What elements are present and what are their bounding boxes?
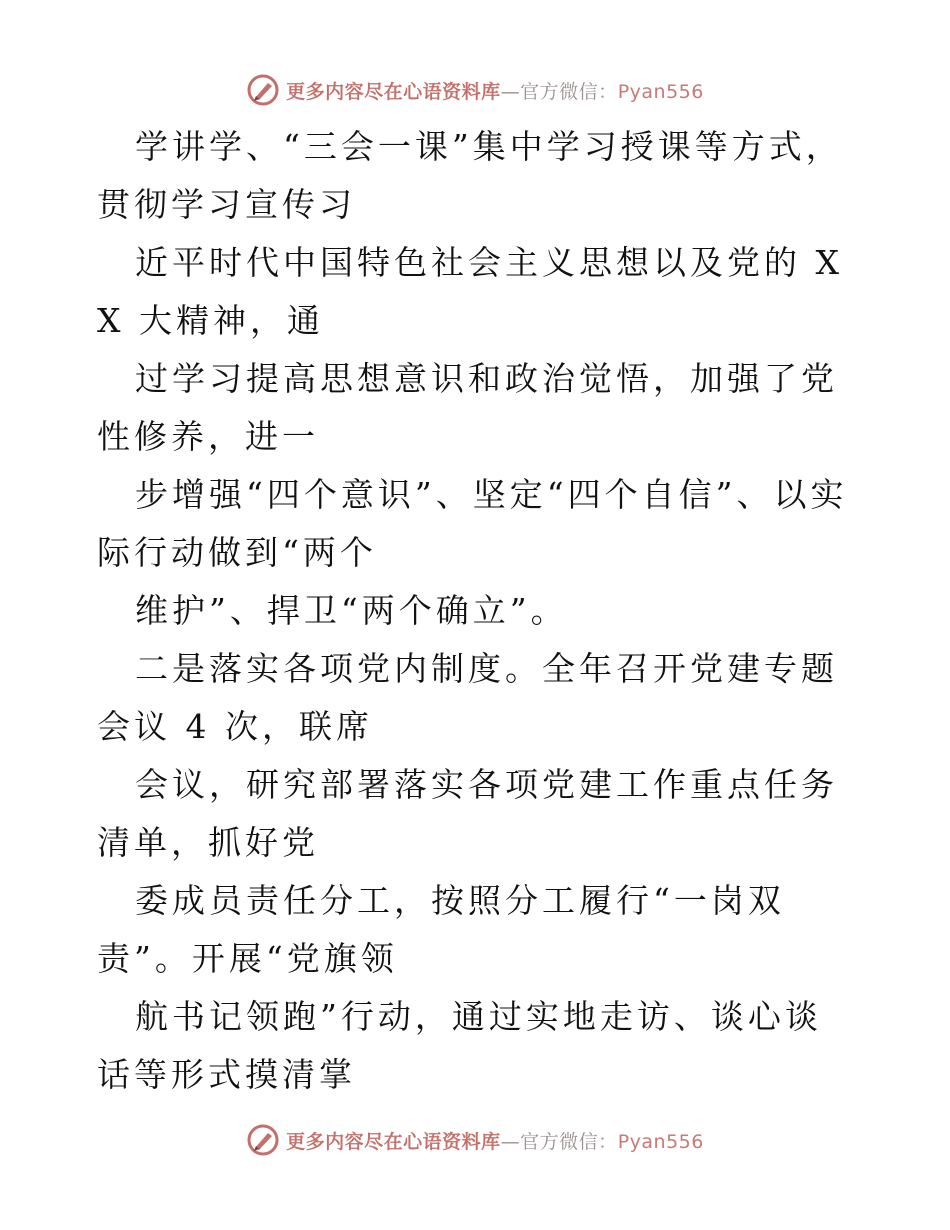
- header-watermark: [0, 70, 950, 110]
- watermark-label: 官方微信：: [520, 1130, 618, 1153]
- footer-watermark: [0, 1120, 950, 1160]
- paragraph: 近平时代中国特色社会主义思想以及党的 XX 大精神，通: [97, 243, 843, 340]
- watermark-text: [286, 1127, 704, 1154]
- pen-logo-icon: [246, 1123, 280, 1157]
- watermark-label: 官方微信：: [520, 80, 618, 103]
- paragraph: 二是落实各项党内制度。全年召开党建专题会议 4 次，联席: [97, 649, 838, 746]
- watermark-text: [286, 77, 704, 104]
- paragraph: 维护”、捍卫“两个确立”。: [135, 591, 568, 630]
- watermark-dash: —: [500, 1130, 521, 1153]
- paragraph: 会议，研究部署落实各项党建工作重点任务清单，抓好党: [97, 765, 838, 862]
- watermark-main: 更多内容尽在心语资料库: [286, 1130, 501, 1153]
- pen-logo-icon: [246, 73, 280, 107]
- paragraph: 学讲学、“三会一课”集中学习授课等方式，贯彻学习宣传习: [97, 127, 843, 224]
- watermark-id: Pyan556: [617, 1130, 704, 1153]
- watermark-dash: —: [500, 80, 521, 103]
- paragraph: 委成员责任分工，按照分工履行“一岗双责”。开展“党旗领: [97, 881, 785, 978]
- document-body: [97, 118, 857, 1104]
- paragraph: 过学习提高思想意识和政治觉悟，加强了党性修养，进一: [97, 359, 838, 456]
- paragraph: 步增强“四个意识”、坚定“四个自信”、以实际行动做到“两个: [97, 475, 848, 572]
- watermark-id: Pyan556: [617, 80, 704, 103]
- paragraph: 航书记领跑”行动，通过实地走访、谈心谈话等形式摸清掌: [97, 997, 822, 1094]
- watermark-main: 更多内容尽在心语资料库: [286, 80, 501, 103]
